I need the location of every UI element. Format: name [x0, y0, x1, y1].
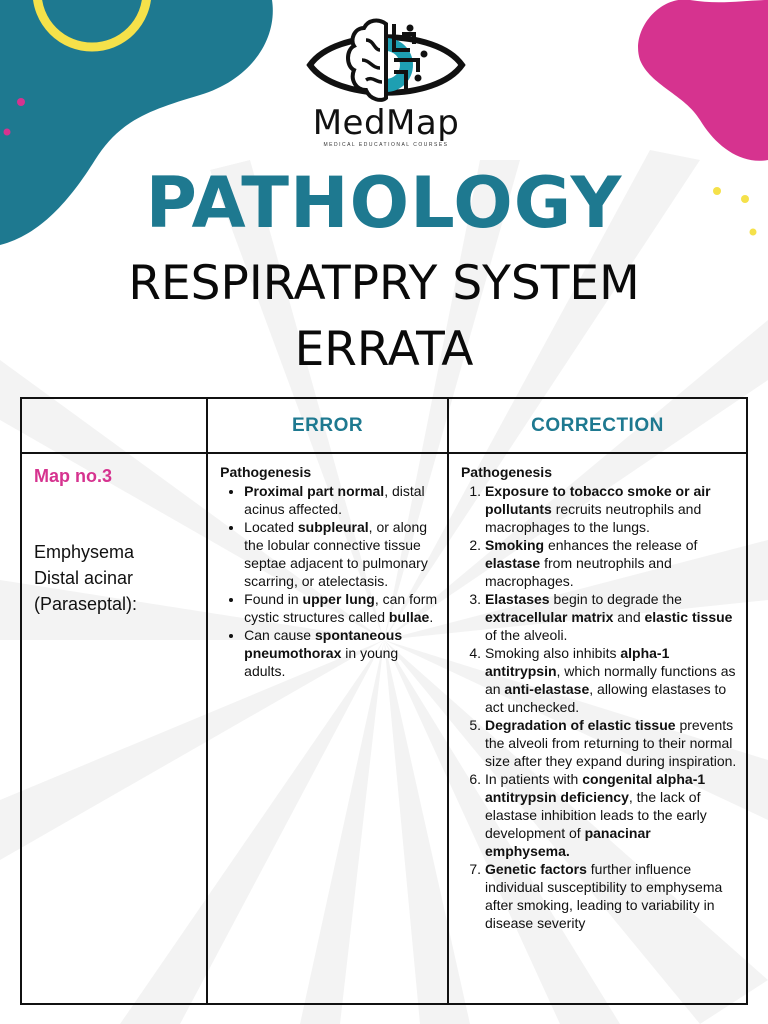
bold-text: congenital alpha-1 antitrypsin deficiency — [484, 771, 706, 805]
page-title: PATHOLOGY — [145, 162, 623, 244]
text: , or along the lobular connective tissue septae adjacent to pulmonary scarring, or atelectasis. — [244, 519, 428, 589]
table-header-row — [21, 398, 747, 453]
text: . — [429, 609, 434, 625]
text: Smoking also inhibits — [484, 645, 621, 661]
table-row — [21, 453, 747, 1004]
text: , allowing elastases to act unchecked. — [484, 681, 727, 715]
list-item — [485, 644, 738, 716]
topic-line: Distal acinar — [34, 568, 134, 588]
text: Located — [244, 519, 298, 535]
bold-text: Degradation of elastic tissue — [484, 717, 676, 733]
subtitle-line-2: ERRATA — [294, 322, 474, 377]
correction-section-title: Pathogenesis — [460, 464, 552, 480]
topic-line: Emphysema — [34, 542, 135, 562]
text: , the lack of elastase inhibition leads to the early development of — [484, 789, 707, 841]
bold-text: panacinar emphysema. — [484, 825, 651, 859]
bold-text: alpha-1 antitrypsin — [484, 645, 670, 679]
list-item — [244, 518, 441, 590]
topic-label — [22, 487, 206, 617]
list-item — [485, 716, 738, 770]
text: recruits neutrophils and macrophages to the lungs. — [484, 501, 702, 535]
brand-tagline: MEDICAL EDUCATIONAL COURSES — [323, 142, 449, 148]
map-number: Map no.3 — [34, 466, 113, 486]
text: begin to degrade the — [549, 591, 682, 607]
error-section-title: Pathogenesis — [220, 464, 312, 480]
magenta-dot — [17, 98, 25, 106]
list-item — [485, 770, 738, 860]
bold-text: elastic tissue — [644, 609, 733, 625]
bold-text: Elastases — [484, 591, 550, 607]
text: prevents the alveoli from returning to their normal size after they expand during inspiration. — [484, 717, 737, 769]
brain-eye-icon — [306, 10, 466, 110]
text: , distal acinus affected. — [244, 483, 425, 517]
magenta-dot — [4, 129, 11, 136]
bold-text: Genetic factors — [484, 861, 587, 877]
bold-text: Exposure to tobacco smoke or air pollutants — [484, 483, 711, 517]
text: , can form cystic structures called — [244, 591, 438, 625]
header-cell-correction: CORRECTION — [448, 398, 747, 453]
header-cell-empty — [21, 398, 207, 453]
error-list — [208, 482, 447, 680]
map-cell — [21, 453, 207, 1004]
text: further influence individual susceptibility to emphysema after smoking, leading to variability in disease severity — [484, 861, 723, 931]
text: in young adults. — [244, 645, 399, 679]
bold-text: Smoking — [484, 537, 545, 553]
text: of the alveoli. — [484, 627, 568, 643]
bold-text: spontaneous pneumothorax — [244, 627, 403, 661]
error-cell — [207, 453, 448, 1004]
text: Found in — [244, 591, 303, 607]
list-item — [485, 482, 738, 536]
bold-text: elastase — [484, 555, 541, 571]
list-item — [485, 860, 738, 932]
list-item — [485, 536, 738, 590]
brand-name: MedMap — [312, 103, 460, 143]
header-cell-error: ERROR — [207, 398, 448, 453]
text: , which normally functions as an — [484, 663, 736, 697]
text: enhances the release of — [544, 537, 698, 553]
text: In patients with — [484, 771, 583, 787]
magenta-blob — [638, 0, 768, 161]
bold-text: anti-elastase — [504, 681, 590, 697]
topic-line: (Paraseptal): — [34, 594, 138, 614]
subtitle-line-1: RESPIRATPRY SYSTEM — [128, 256, 640, 311]
bold-text: subpleural — [297, 519, 369, 535]
correction-cell — [448, 453, 747, 1004]
list-item — [244, 626, 441, 680]
bold-text: Proximal part normal — [244, 483, 385, 499]
errata-table — [20, 397, 748, 1005]
medmap-logo — [300, 10, 472, 160]
bold-text: extracellular matrix — [484, 609, 614, 625]
text: from neutrophils and macrophages. — [484, 555, 672, 589]
list-item — [485, 590, 738, 644]
text: Can cause — [244, 627, 315, 643]
correction-list — [449, 482, 746, 932]
list-item — [244, 590, 441, 626]
text: and — [613, 609, 645, 625]
bold-text: bullae — [388, 609, 430, 625]
list-item — [244, 482, 441, 518]
bold-text: upper lung — [302, 591, 375, 607]
